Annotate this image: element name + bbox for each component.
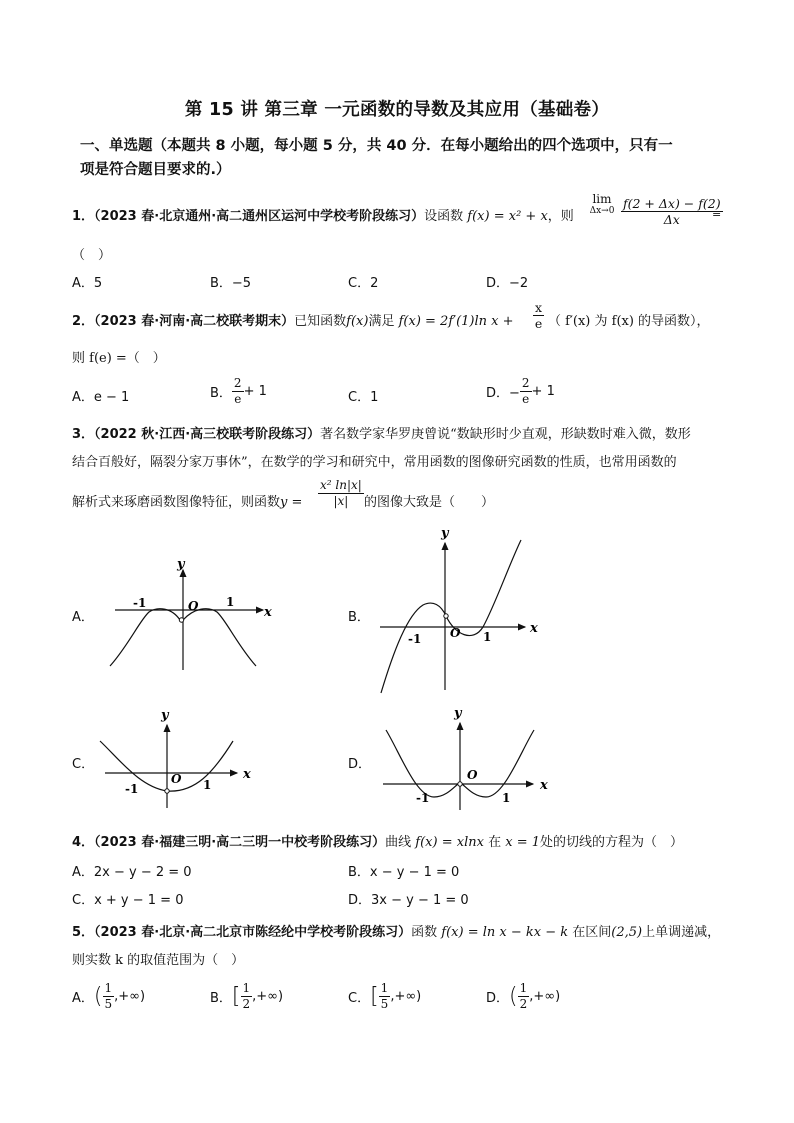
q1-fraction xyxy=(621,196,723,227)
q4-text-b: 在 xyxy=(488,835,502,850)
q1-fraction-numerator: f(2 + Δx) − f(2) xyxy=(623,196,721,211)
q5-option-c-den: 5 xyxy=(380,997,389,1011)
q5-option-a-bracket: ( xyxy=(93,984,103,1009)
q5-option-d-tail: ,+∞) xyxy=(529,989,561,1004)
q3-c-label-y: y xyxy=(161,708,169,723)
page-title: 第 15 讲 第三章 一元函数的导数及其应用（基础卷） xyxy=(184,100,610,120)
q3-line1 xyxy=(72,423,691,442)
q5-interval: (2,5) xyxy=(611,925,643,940)
q5-option-c-bracket: [ xyxy=(370,984,379,1009)
q4-number: 4． xyxy=(72,835,95,850)
q1-text-b: ，则 xyxy=(547,209,574,224)
q5-option-b-fraction xyxy=(241,981,253,1012)
q2-stem xyxy=(72,310,514,329)
q4-text-c: 处的切线的方程为（ ） xyxy=(540,835,684,850)
q2-fraction xyxy=(533,300,544,331)
q2-number: 2． xyxy=(72,314,95,329)
q3-option-d[interactable]: D． xyxy=(348,757,372,772)
q2-source: （2023 春·河南·高二校联考期末） xyxy=(94,314,295,329)
q3-c-label-x: x xyxy=(243,767,251,782)
q2-expression: f(x) = 2f′(1)ln x + xyxy=(398,314,514,329)
q2-option-b-den: e xyxy=(234,392,242,406)
q3-line3-b: 的图像大致是（ ） xyxy=(364,495,495,510)
q3-a-origin: O xyxy=(188,599,199,613)
q2-option-a[interactable]: A．e − 1 xyxy=(72,390,130,405)
q5-text-c: 上单调递减， xyxy=(642,925,721,940)
q5-expression: f(x) = ln x − kx − k xyxy=(441,925,569,940)
q2-fx: f(x) xyxy=(346,314,369,329)
q2-option-d-label: D．− xyxy=(486,386,520,401)
q3-c-origin: O xyxy=(171,772,182,786)
q5-option-c[interactable] xyxy=(348,981,421,1012)
q5-option-d-fraction xyxy=(518,981,530,1012)
q1-option-d[interactable]: D．−2 xyxy=(486,276,529,291)
q1-option-b[interactable]: B．−5 xyxy=(210,276,252,291)
q3-line3 xyxy=(72,491,302,510)
q5-option-a-tail: ,+∞) xyxy=(114,989,146,1004)
q1-lim-sub: Δx→0 xyxy=(589,206,615,216)
q3-fraction-numerator: x² ln|x| xyxy=(320,478,362,492)
q3-d-tick-pos: 1 xyxy=(502,791,511,805)
q5-option-a-num: 1 xyxy=(104,981,113,995)
q4-option-a[interactable]: A．2x − y − 2 = 0 xyxy=(72,865,192,880)
q5-option-c-num: 1 xyxy=(380,981,389,995)
q5-option-a-fraction xyxy=(103,981,115,1012)
q3-y-eq: y = xyxy=(280,495,303,510)
q2-text-b: 满足 xyxy=(368,314,395,329)
q1-option-a[interactable]: A．5 xyxy=(72,276,103,291)
q3-option-a[interactable]: A． xyxy=(72,610,94,625)
section-heading-line2: 项是符合题目要求的.） xyxy=(80,162,231,178)
q2-fraction-numerator: x xyxy=(535,300,543,315)
q5-option-b-num: 1 xyxy=(242,981,251,995)
q3-graph-b[interactable] xyxy=(375,525,555,697)
q5-option-b-label: B． xyxy=(210,991,232,1006)
q5-source: （2023 春·北京·高二北京市陈经纶中学校考阶段练习） xyxy=(94,925,412,940)
q3-a-label-y: y xyxy=(177,557,185,572)
q3-d-hole xyxy=(458,782,462,786)
q5-line2: 则实数 k 的取值范围为（ ） xyxy=(72,953,245,968)
q2-option-b-tail: + 1 xyxy=(243,384,267,399)
q3-graph-c[interactable] xyxy=(95,705,265,815)
section-heading-line1: 一、单选题（本题共 8 小题，每小题 5 分，共 40 分．在每小题给出的四个选项中，只有一 xyxy=(80,138,673,154)
q5-option-b-tail: ,+∞) xyxy=(252,989,284,1004)
q4-text-a: 曲线 xyxy=(385,835,412,850)
q1-fraction-denominator: Δx xyxy=(663,212,680,227)
q4-option-b[interactable]: B．x − y − 1 = 0 xyxy=(348,865,460,880)
q4-condition: x = 1 xyxy=(505,835,540,850)
q4-option-c[interactable]: C．x + y − 1 = 0 xyxy=(72,893,184,908)
q3-d-tick-neg: -1 xyxy=(416,791,430,805)
q3-a-tick-neg: -1 xyxy=(133,596,147,610)
q5-option-c-label: C． xyxy=(348,991,371,1006)
q5-option-a-den: 5 xyxy=(104,997,113,1011)
q3-fraction xyxy=(318,478,364,509)
q5-option-d-bracket: ( xyxy=(509,984,518,1009)
q2-fraction-denominator: e xyxy=(534,316,543,331)
q3-b-tick-neg: -1 xyxy=(408,632,422,646)
q3-fraction-denominator: |x| xyxy=(333,494,349,508)
q5-option-c-fraction xyxy=(379,981,391,1012)
q2-option-d-num: 2 xyxy=(521,376,530,390)
q1-equals: = xyxy=(712,208,722,221)
q5-option-b-den: 2 xyxy=(242,997,251,1011)
q3-line1-text: 著名数学家华罗庚曾说“数缺形时少直观，形缺数时难入微，数形 xyxy=(320,427,691,442)
q5-option-b[interactable] xyxy=(210,981,283,1012)
q1-function: f(x) = x² + x xyxy=(467,209,548,224)
q4-expression: f(x) = xlnx xyxy=(415,835,484,850)
q1-paren: （ ） xyxy=(72,248,112,263)
q2-option-d-tail: + 1 xyxy=(531,384,555,399)
q1-stem xyxy=(72,205,574,224)
q2-text-a: 已知函数 xyxy=(294,314,347,329)
q1-source: （2023 春·北京通州·高二通州区运河中学校考阶段练习） xyxy=(94,209,425,224)
section-heading xyxy=(80,134,720,182)
q1-lim-word: lim xyxy=(592,192,612,206)
q1-number: 1． xyxy=(72,209,95,224)
q2-option-b-fraction xyxy=(232,376,244,407)
q3-b-tick-pos: 1 xyxy=(483,630,492,644)
q2-option-b-num: 2 xyxy=(233,376,242,390)
q2-option-c[interactable]: C．1 xyxy=(348,390,379,405)
q2-option-d-fraction xyxy=(520,376,532,407)
q3-d-label-y: y xyxy=(454,706,462,721)
q3-c-hole xyxy=(165,789,169,793)
q5-number: 5． xyxy=(72,925,95,940)
q3-line3-a: 解析式来琢磨函数图像特征，则函数 xyxy=(72,495,281,510)
q3-c-tick-neg: -1 xyxy=(125,782,139,796)
q3-b-label-x: x xyxy=(530,621,538,636)
q3-d-label-x: x xyxy=(540,778,548,793)
q5-option-d[interactable] xyxy=(486,981,560,1012)
q3-a-label-x: x xyxy=(264,605,272,620)
q5-option-d-den: 2 xyxy=(519,997,528,1011)
q1-option-c[interactable]: C．2 xyxy=(348,276,379,291)
q5-option-c-tail: ,+∞) xyxy=(390,989,422,1004)
q5-option-a[interactable] xyxy=(72,981,145,1012)
q1-limit xyxy=(583,192,621,216)
q3-b-label-y: y xyxy=(441,526,449,541)
q5-option-b-bracket: [ xyxy=(231,984,241,1009)
q3-option-c[interactable]: C． xyxy=(72,757,95,772)
q5-option-a-label: A． xyxy=(72,991,94,1006)
q3-c-tick-pos: 1 xyxy=(203,778,212,792)
q5-text-a: 函数 xyxy=(411,925,438,940)
q1-text-a: 设函数 xyxy=(424,209,464,224)
q4-source: （2023 春·福建三明·高二三明一中校考阶段练习） xyxy=(94,835,386,850)
q3-b-hole xyxy=(444,614,448,618)
q3-line2: 结合百般好，隔裂分家万事休”，在数学的学习和研究中，常用函数的图像研究函数的性质，也常用函数的 xyxy=(72,455,677,470)
q4-option-d[interactable]: D．3x − y − 1 = 0 xyxy=(348,893,469,908)
q2-option-b-label: B． xyxy=(210,386,232,401)
q5-option-d-label: D． xyxy=(486,991,510,1006)
q5-text-b: 在区间 xyxy=(572,925,612,940)
q3-d-origin: O xyxy=(467,768,478,782)
q2-option-b[interactable] xyxy=(210,376,267,407)
q5-stem xyxy=(72,921,720,940)
q3-a-tick-pos: 1 xyxy=(226,595,235,609)
q3-b-origin: O xyxy=(450,626,461,640)
q2-option-d-den: e xyxy=(522,392,530,406)
q3-source: （2022 秋·江西·高三校联考阶段练习） xyxy=(94,427,321,442)
q3-graph-d[interactable] xyxy=(378,705,558,815)
q3-a-hole xyxy=(179,618,183,622)
q3-number: 3． xyxy=(72,427,95,442)
q3-option-b[interactable]: B． xyxy=(348,610,370,625)
q2-note: （ f′(x) 为 f(x) 的导函数）， xyxy=(548,314,710,329)
q3-b-curve xyxy=(381,540,521,693)
q4-stem xyxy=(72,831,683,850)
q3-graph-a[interactable] xyxy=(100,548,280,673)
q5-option-d-num: 1 xyxy=(519,981,528,995)
q2-line2: 则 f(e) =（ ） xyxy=(72,351,166,366)
q2-option-d[interactable] xyxy=(486,376,555,407)
